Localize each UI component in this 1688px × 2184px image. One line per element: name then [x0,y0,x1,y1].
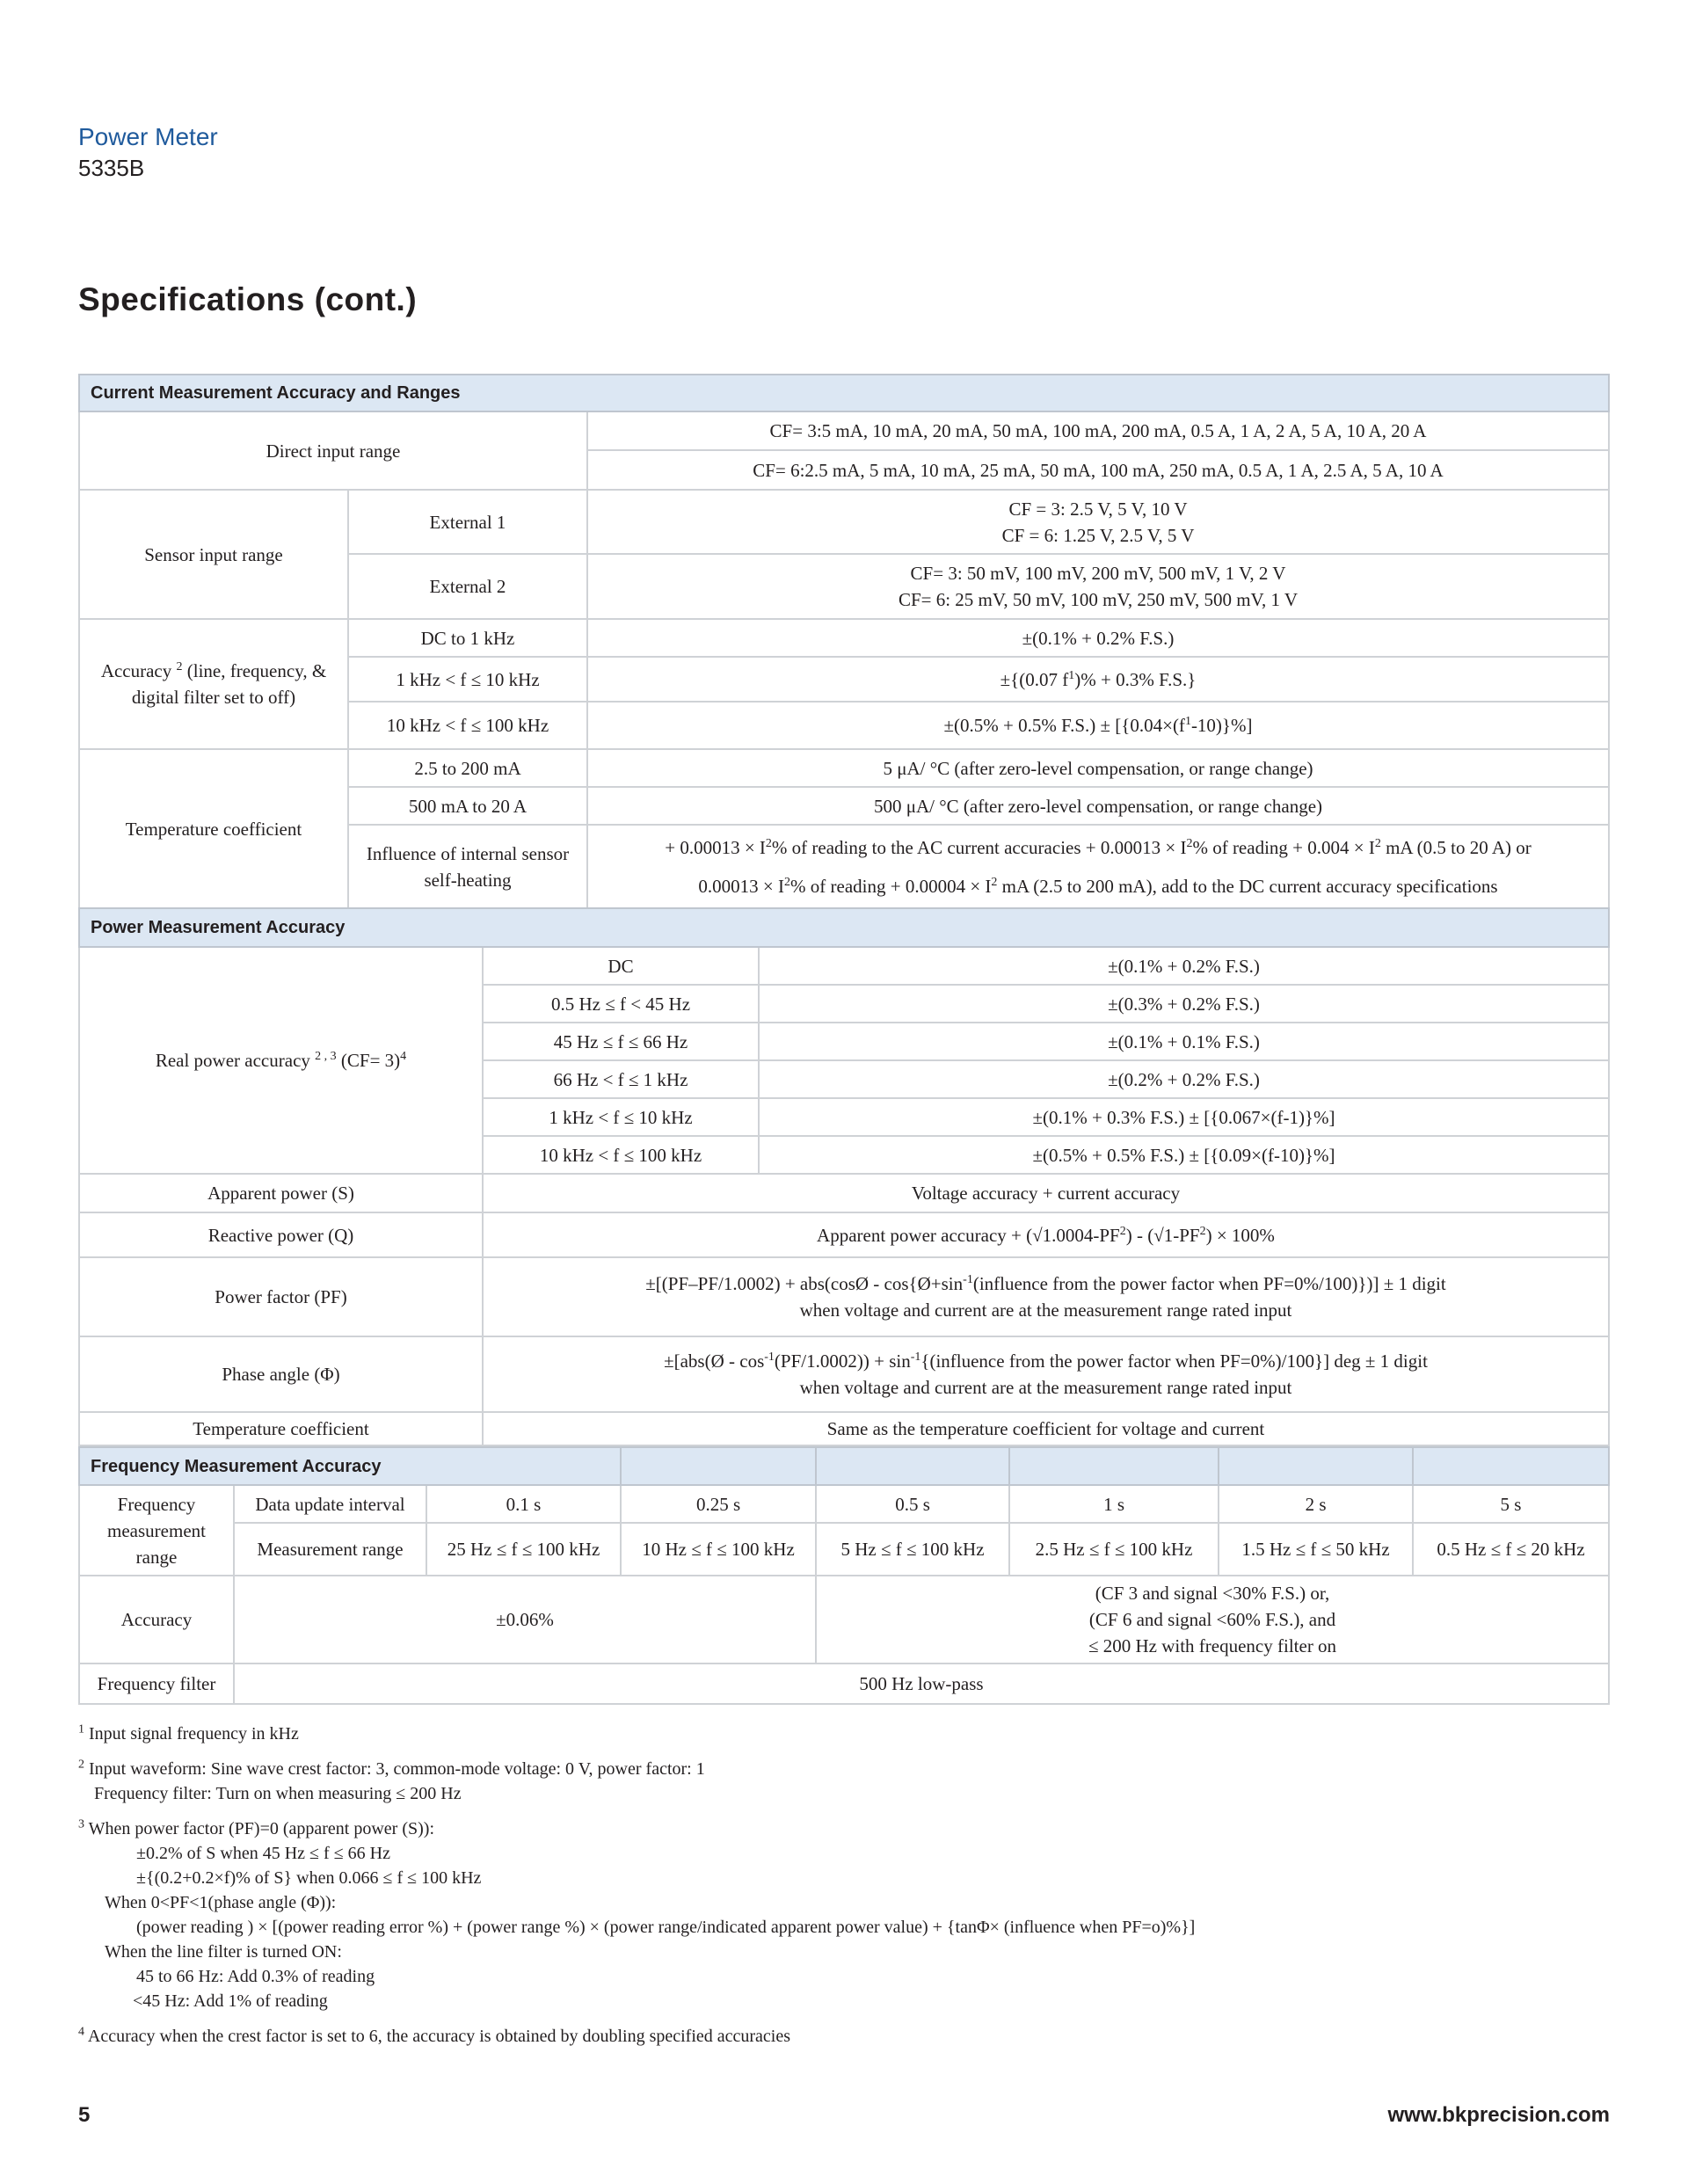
page-title: Specifications (cont.) [78,281,418,317]
reactive-power-label: Reactive power (Q) [79,1212,483,1257]
apparent-power-value: Voltage accuracy + current accuracy [483,1174,1609,1212]
accuracy-range: DC to 1 kHz [348,619,587,657]
real-power-label: Real power accuracy $^{2 , 3}$ (CF= 3)$^4$ [79,947,483,1174]
real-range: 45 Hz ≤ f ≤ 66 Hz [483,1023,759,1060]
interval: 0.5 s [816,1485,1009,1523]
footnote-4: $^4$ Accuracy when the crest factor is set to 6, the accuracy is obtained by doubling specified accuracies [78,2025,791,2046]
self-heating-value: + $0.00013 \times I^2\%$ of reading to the AC current accuracies + $0.00013 \times I^2\%$ of reading + $0.004 \times I^2$ mA (0.5 to 20 A) or $0.00013 \times I^2\%$ of reading + $0.00004 \times I^2$ mA (2.5 to 200 mA), add to the DC current accuracy specifications [587,825,1609,908]
freq-range-label: Frequency measurement range [79,1485,234,1576]
freq-accuracy-value: ±0.06% [234,1576,816,1663]
real-range: 1 kHz < f ≤ 10 kHz [483,1098,759,1136]
interval: 1 s [1009,1485,1219,1523]
measurement-range: 25 Hz ≤ f ≤ 100 kHz [426,1523,621,1576]
sensor-input-label: Sensor input range [79,490,348,619]
accuracy-range: 10 kHz < f ≤ 100 kHz [348,702,587,749]
freq-filter-label: Frequency filter [79,1663,234,1704]
current-spec-table [78,374,1610,909]
freq-accuracy-label: Accuracy [79,1576,234,1663]
phase-angle-label: Phase angle (Φ) [79,1336,483,1412]
section-header-frequency: Frequency Measurement Accuracy [79,1447,621,1485]
interval: 2 s [1219,1485,1413,1523]
real-range: 0.5 Hz ≤ f < 45 Hz [483,985,759,1023]
ext2-value: CF= 3: 50 mV, 100 mV, 200 mV, 500 mV, 1 V, 2 V CF= 6: 25 mV, 50 mV, 100 mV, 250 mV, 500 mV, 1 V [587,554,1609,619]
power-temp-coef-label: Temperature coefficient [79,1412,483,1445]
section-header-power: Power Measurement Accuracy [79,908,1609,947]
direct-cf3: CF= 3:5 mA, 10 mA, 20 mA, 50 mA, 100 mA, 200 mA, 0.5 A, 1 A, 2 A, 5 A, 10 A, 20 A [587,411,1609,450]
real-value: ±(0.2% + 0.2% F.S.) [759,1060,1609,1098]
ext2-label: External 2 [348,554,587,619]
measurement-range-label: Measurement range [234,1523,426,1576]
real-value: ±(0.1% + 0.1% F.S.) [759,1023,1609,1060]
real-value: ±(0.1% + 0.3% F.S.) ± [{0.067×(f-1)}%] [759,1098,1609,1136]
apparent-power-label: Apparent power (S) [79,1174,483,1212]
temp-value: 5 μA/ °C (after zero-level compensation, or range change) [587,749,1609,787]
page-number: 5 [78,2103,91,2127]
product-name: Power Meter [78,123,218,150]
power-temp-coef-value: Same as the temperature coefficient for voltage and current [483,1412,1609,1445]
interval: 0.25 s [621,1485,816,1523]
ext1-label: External 1 [348,490,587,554]
measurement-range: 2.5 Hz ≤ f ≤ 100 kHz [1009,1523,1219,1576]
temp-range: 500 mA to 20 A [348,787,587,825]
measurement-range: 10 Hz ≤ f ≤ 100 kHz [621,1523,816,1576]
measurement-range: 5 Hz ≤ f ≤ 100 kHz [816,1523,1009,1576]
accuracy-range: 1 kHz < f ≤ 10 kHz [348,657,587,702]
freq-accuracy-conditions: (CF 3 and signal <30% F.S.) or, (CF 6 and signal <60% F.S.), and ≤ 200 Hz with frequency filter on [816,1576,1609,1663]
footnote-1: $^1$ Input signal frequency in kHz [78,1722,299,1744]
freq-filter-value: 500 Hz low-pass [234,1663,1609,1704]
measurement-range: 0.5 Hz ≤ f ≤ 20 kHz [1413,1523,1609,1576]
direct-input-label: Direct input range [79,411,587,490]
accuracy-value: ±{(0.07 $f^1)\% + 0.3\%$ F.S.} [587,657,1609,702]
power-factor-label: Power factor (PF) [79,1257,483,1336]
model-number: 5335B [78,155,145,181]
interval: 5 s [1413,1485,1609,1523]
power-factor-value: ±[(PF–PF/1.0002) + abs(cosØ - $\cos\{Ø+\sin^{-1}(influence$ from the power factor when PF=0%/100)})] ± 1 digit when voltage and current are at the measurement range rated input [483,1257,1609,1336]
frequency-spec-table [78,1446,1610,1705]
temp-value: 500 μA/ °C (after zero-level compensation, or range change) [587,787,1609,825]
update-interval-label: Data update interval [234,1485,426,1523]
footnote-3: $^3$ When power factor (PF)=0 (apparent power (S)): ±0.2% of S when 45 Hz ≤ f ≤ 66 Hz ±{(0.2+0.2×f)% of S} when 0.066 ≤ f ≤ 100 kHz When 0<PF<1(phase angle (Φ)): (power reading ) × [(power reading error %) + (power range %) × (power range/indicated apparent power value) + {tanΦ× (influence when PF=o)%}] When the line filter is turned ON: 45 to 66 Hz: Add 0.3% of reading <45 Hz: Add 1% of reading [78,1817,1196,2011]
footnotes [78,1722,1573,2059]
temp-range: 2.5 to 200 mA [348,749,587,787]
real-value: ±(0.3% + 0.2% F.S.) [759,985,1609,1023]
real-value: ±(0.5% + 0.5% F.S.) ± [{0.09×(f-10)}%] [759,1136,1609,1174]
real-range: 10 kHz < f ≤ 100 kHz [483,1136,759,1174]
phase-angle-value: ±[abs(Ø - $\cos^{-1}(PF/1.0002)$) + $\sin^{-1}\{(influence$ from the power factor when PF=0%)/100}] deg ± 1 digit when voltage and current are at the measurement range rated input [483,1336,1609,1412]
real-value: ±(0.1% + 0.2% F.S.) [759,947,1609,985]
interval: 0.1 s [426,1485,621,1523]
accuracy-label: Accuracy $^2$ (line, frequency, & digital filter set to off) [79,619,348,749]
reactive-power-value: Apparent power accuracy + $(√1.0004-PF^2) - (√1-PF^2) \times 100\%$ [483,1212,1609,1257]
section-header-current: Current Measurement Accuracy and Ranges [79,375,1609,411]
footnote-2: $^2$ Input waveform: Sine wave crest factor: 3, common-mode voltage: 0 V, power factor: 1 Frequency filter: Turn on when measuring ≤ 200 Hz [78,1758,705,1803]
power-spec-table [78,907,1610,1446]
accuracy-value: ±(0.1% + 0.2% F.S.) [587,619,1609,657]
measurement-range: 1.5 Hz ≤ f ≤ 50 kHz [1219,1523,1413,1576]
ext1-value: CF = 3: 2.5 V, 5 V, 10 V CF = 6: 1.25 V, 2.5 V, 5 V [587,490,1609,554]
self-heating-label: Influence of internal sensor self-heating [348,825,587,908]
real-range: DC [483,947,759,985]
temp-coef-label: Temperature coefficient [79,749,348,908]
direct-cf6: CF= 6:2.5 mA, 5 mA, 10 mA, 25 mA, 50 mA, 100 mA, 250 mA, 0.5 A, 1 A, 2.5 A, 5 A, 10 A [587,450,1609,490]
website-link[interactable]: www.bkprecision.com [1387,2103,1610,2127]
real-range: 66 Hz < f ≤ 1 kHz [483,1060,759,1098]
accuracy-value: ±(0.5% + 0.5% $F.S.) \pm [\{0.04\times(f^1-10)\}\%]$ [587,702,1609,749]
